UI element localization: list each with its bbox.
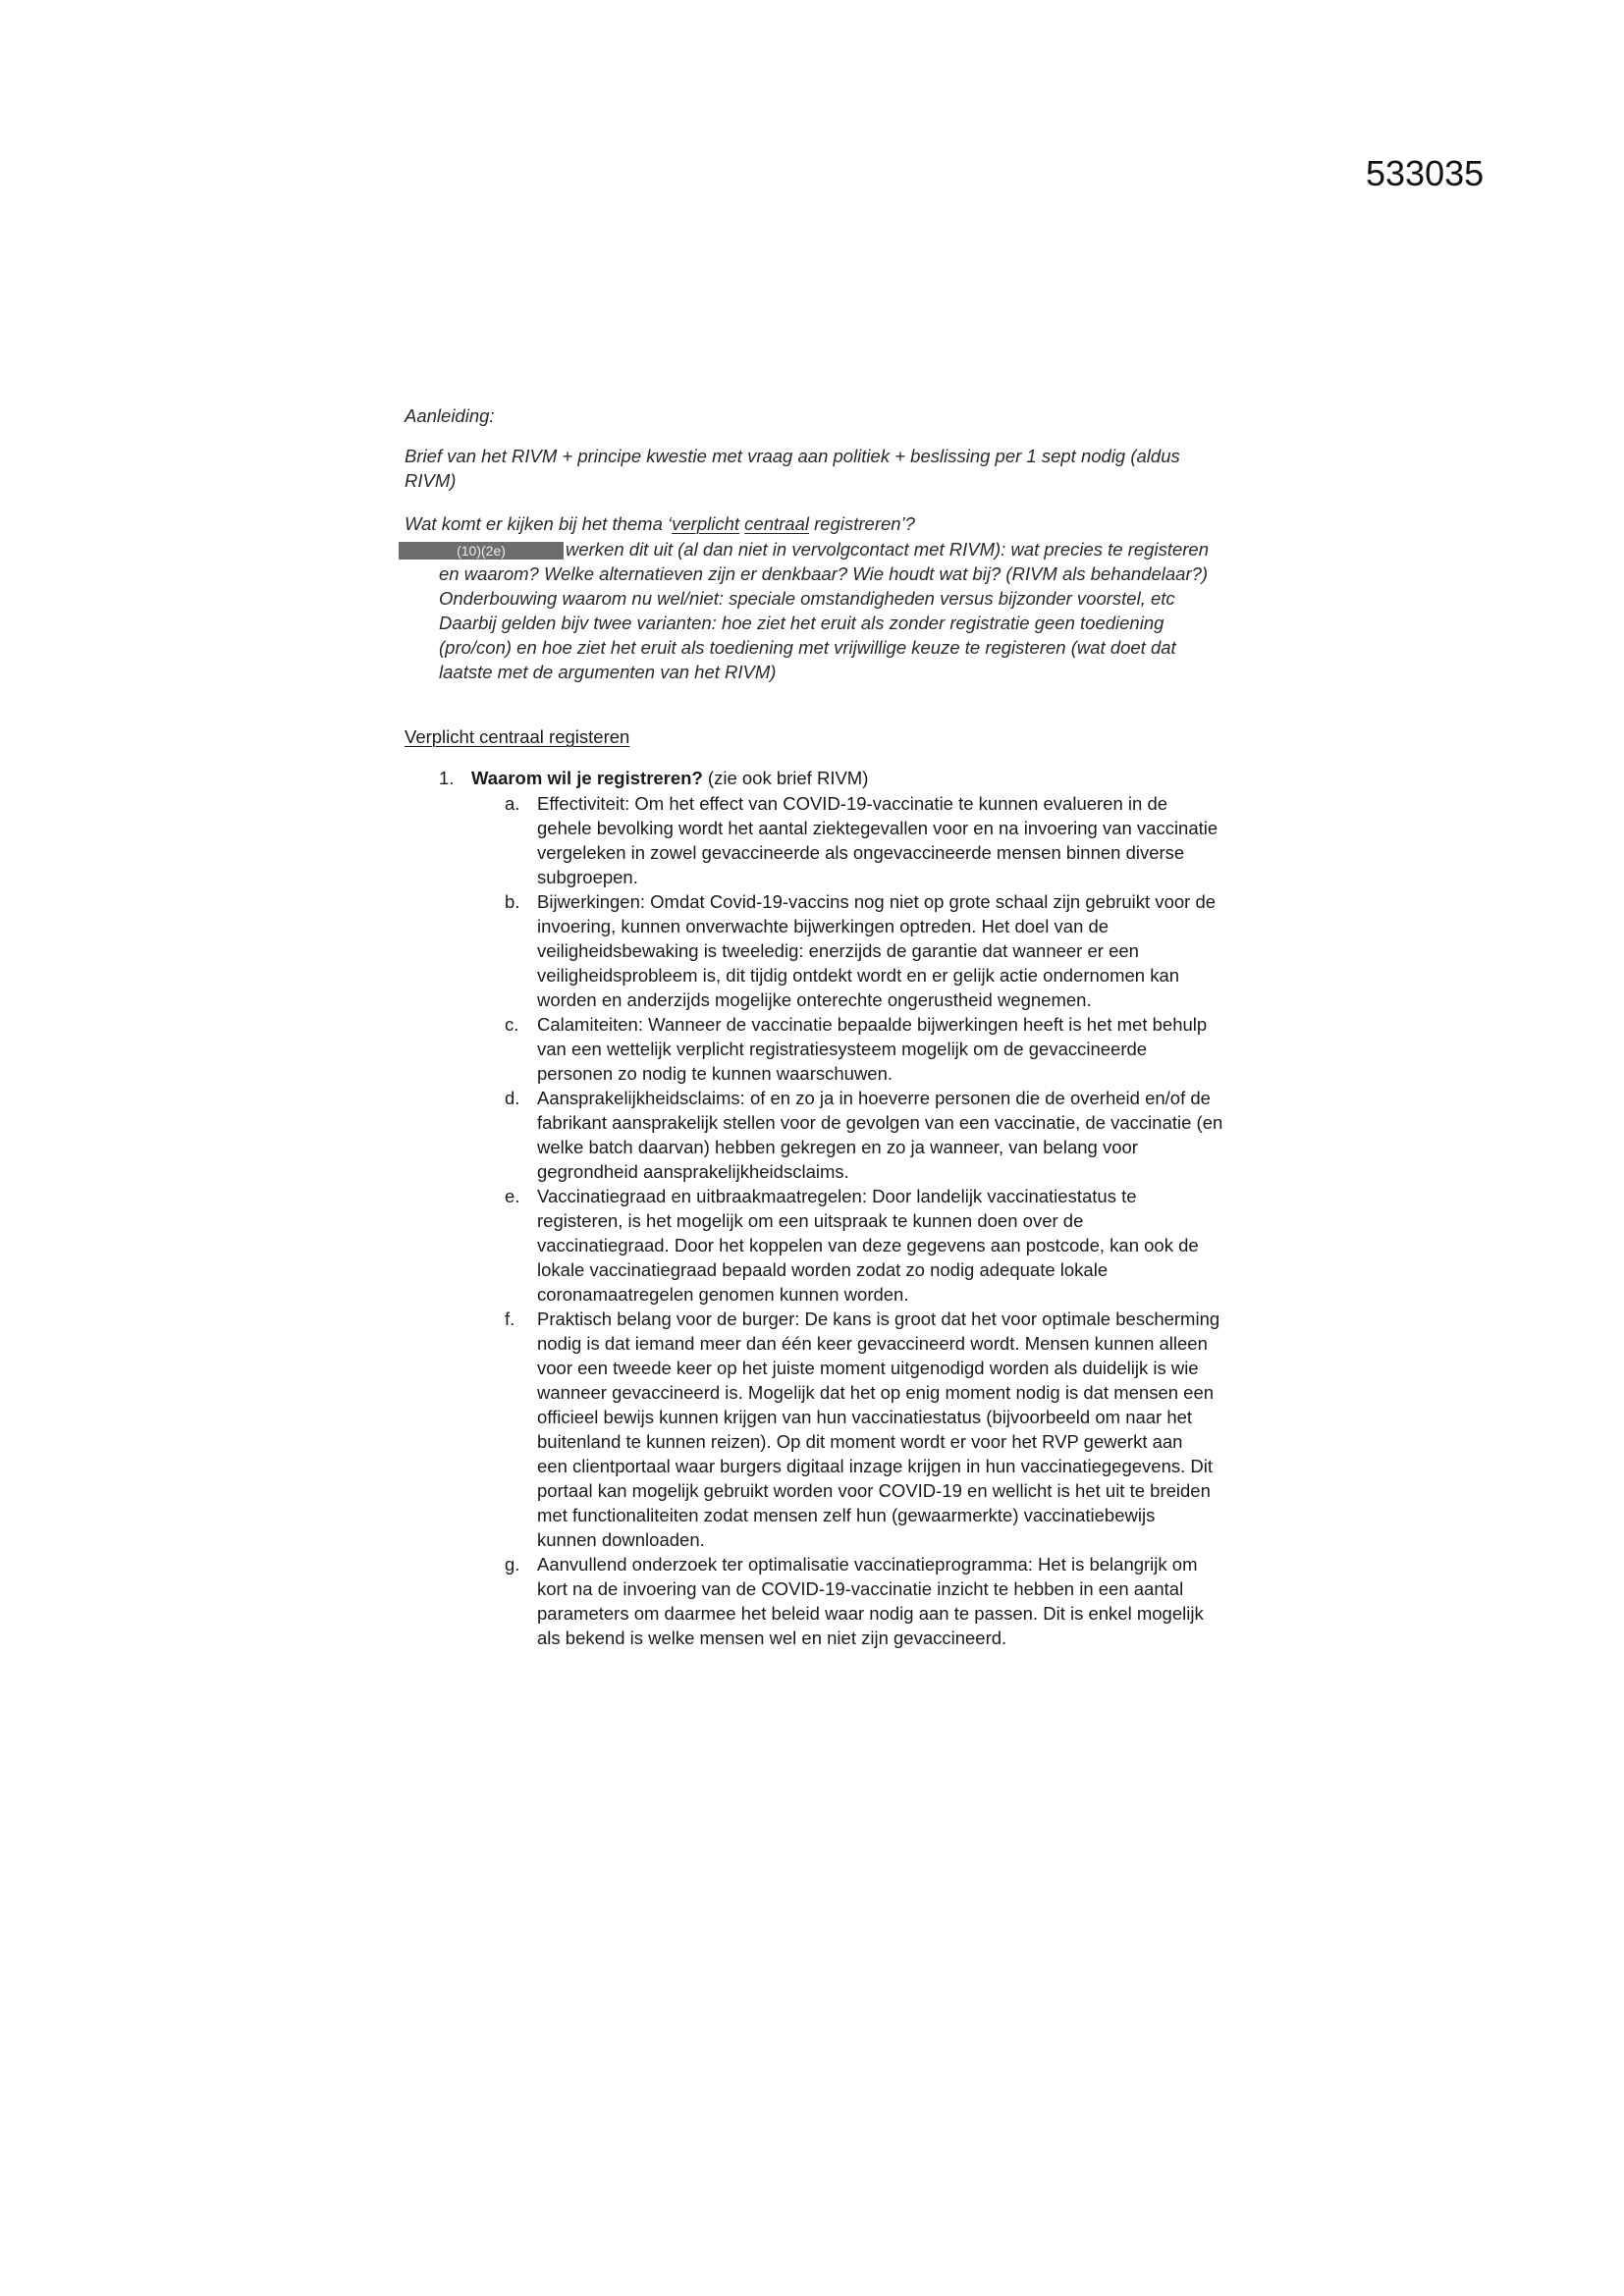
subitem-marker: a. (505, 793, 520, 814)
subitem-line: coronamaatregelen genomen kunnen worden. (537, 1284, 909, 1305)
intro-heading: Aanleiding: (405, 405, 495, 426)
subitem-marker: g. (505, 1554, 520, 1575)
intro-detail-line: en waarom? Welke alternatieven zijn er denkbaar? Wie houdt wat bij? (RIVM als behandelaar?) (439, 563, 1209, 584)
document-number: 533035 (1366, 153, 1485, 193)
intro-detail-line: (pro/con) en hoe ziet het eruit als toediening met vrijwillige keuze te registeren (wat doet dat (439, 637, 1176, 658)
subitem-line: Praktisch belang voor de burger: De kans is groot dat het voor optimale bescherming (537, 1308, 1220, 1329)
subitem-line: officieel bewijs kunnen krijgen van hun vaccinatiestatus (bijvoorbeeld om naar het (537, 1407, 1193, 1427)
list-item-heading-text: Waarom wil je registreren? (471, 768, 703, 788)
subitem-text (537, 1086, 1283, 1184)
section-title: Verplicht centraal registeren (405, 726, 630, 747)
subitem-b (505, 889, 1283, 1012)
subitem-line: nodig is dat iemand meer dan één keer gevaccineerd wordt. Mensen kunnen alleen (537, 1333, 1208, 1354)
subitem-line: Vaccinatiegraad en uitbraakmaatregelen: Door landelijk vaccinatiestatus te (537, 1186, 1137, 1206)
subitem-line: personen zo nodig te kunnen waarschuwen. (537, 1063, 893, 1084)
subitem-line: vergeleken in zowel gevaccineerde als ongevaccineerde mensen binnen diverse (537, 842, 1185, 863)
subitem-line: fabrikant aansprakelijk stellen voor de gevolgen van een vaccinatie, de vaccinatie (en (537, 1112, 1223, 1133)
question-text-start: Wat komt er kijken bij het thema ‘ (405, 513, 673, 534)
subitem-line: Calamiteiten: Wanneer de vaccinatie bepaalde bijwerkingen heeft is het met behulp (537, 1014, 1208, 1035)
subitem-line: van een wettelijk verplicht registratiesysteem mogelijk om de gevaccineerde (537, 1039, 1148, 1059)
subitem-a (505, 791, 1283, 889)
intro-detail-paragraph (439, 561, 1208, 684)
subitem-marker: b. (505, 891, 520, 912)
subitem-marker: f. (505, 1308, 515, 1329)
question-underlined-word-centraal: centraal (744, 513, 809, 534)
subitem-line: welke batch daarvan) hebben gekregen en zo ja wanneer, van belang voor (537, 1137, 1138, 1157)
sublist (505, 791, 1283, 1650)
subitem-line: als bekend is welke mensen wel en niet zijn gevaccineerd. (537, 1628, 1007, 1648)
subitem-line: Effectiviteit: Om het effect van COVID-19-vaccinatie te kunnen evalueren in de (537, 793, 1168, 814)
subitem-line: met functionaliteiten zodat mensen zelf hun (gewaarmerkte) vaccinatiebewijs (537, 1505, 1156, 1525)
subitem-line: gegrondheid aansprakelijkheidsclaims. (537, 1161, 849, 1182)
subitem-line: kunnen downloaden. (537, 1529, 705, 1550)
intro-question (405, 511, 915, 536)
subitem-marker: e. (505, 1186, 520, 1206)
subitem-f (505, 1307, 1283, 1552)
subitem-line: vaccinatiegraad. Door het koppelen van deze gegevens aan postcode, kan ook de (537, 1235, 1199, 1255)
subitem-d (505, 1086, 1283, 1184)
question-underlined-word-verplicht: verplicht (672, 513, 740, 534)
intro-brief-paragraph (405, 444, 1180, 493)
subitem-line: kort na de invoering van de COVID-19-vaccinatie inzicht te hebben in een aantal (537, 1578, 1184, 1599)
subitem-text (537, 889, 1283, 1012)
question-text-end: registreren’? (814, 513, 915, 534)
subitem-line: worden en anderzijds mogelijke onterechte ongerustheid wegnemen. (537, 989, 1092, 1010)
subitem-text (537, 1012, 1283, 1086)
list-item-heading (439, 766, 869, 790)
intro-detail-line: Daarbij gelden bijv twee varianten: hoe ziet het eruit als zonder registratie geen toediening (439, 613, 1164, 633)
subitem-text (537, 1184, 1283, 1307)
intro-detail-line: laatste met de argumenten van het RIVM) (439, 662, 777, 682)
subitem-marker: d. (505, 1088, 520, 1108)
subitem-line: Aanvullend onderzoek ter optimalisatie vaccinatieprogramma: Het is belangrijk om (537, 1554, 1198, 1575)
redaction-label: (10)(2e) (457, 543, 506, 559)
subitem-line: portaal kan mogelijk gebruikt worden voor COVID-19 en wellicht is het uit te breiden (537, 1480, 1211, 1501)
subitem-line: subgroepen. (537, 867, 638, 887)
subitem-line: parameters om daarmee het beleid waar nodig aan te passen. Dit is enkel mogelijk (537, 1603, 1204, 1624)
subitem-line: gehele bevolking wordt het aantal ziektegevallen voor en na invoering van vaccinatie (537, 818, 1218, 838)
subitem-line: een clientportaal waar burgers digitaal inzage krijgen in hun vaccinatiegegevens. Dit (537, 1456, 1213, 1476)
subitem-line: registeren, is het mogelijk om een uitspraak te kunnen doen over de (537, 1210, 1084, 1231)
subitem-line: buitenland te kunnen reizen). Op dit moment wordt er voor het RVP gewerkt aan (537, 1431, 1183, 1452)
subitem-e (505, 1184, 1283, 1307)
subitem-line: voor een tweede keer op het juiste moment uitgenodigd worden als duidelijk is wie (537, 1358, 1199, 1378)
subitem-line: veiligheidsbewaking is tweeledig: enerzijds de garantie dat wanneer er een (537, 940, 1139, 961)
list-item-number: 1. (439, 768, 455, 788)
subitem-line: Bijwerkingen: Omdat Covid-19-vaccins nog niet op grote schaal zijn gebruikt voor de (537, 891, 1217, 912)
subitem-text (537, 1552, 1283, 1650)
subitem-c (505, 1012, 1283, 1086)
subitem-text (537, 1307, 1283, 1552)
subitem-line: lokale vaccinatiegraad bepaald worden zodat zo nodig adequate lokale (537, 1259, 1109, 1280)
intro-detail-line: Onderbouwing waarom nu wel/niet: speciale omstandigheden versus bijzonder voorstel, etc (439, 588, 1175, 609)
redaction-box (399, 542, 564, 560)
intro-brief-line: RIVM) (405, 470, 457, 491)
subitem-g (505, 1552, 1283, 1650)
list-item-note: (zie ook brief RIVM) (707, 768, 869, 788)
intro-redacted-line-text: werken dit uit (al dan niet in vervolgcontact met RIVM): wat precies te registeren (566, 539, 1209, 560)
subitem-line: invoering, kunnen onverwachte bijwerkingen optreden. Het doel van de (537, 916, 1110, 936)
intro-brief-line: Brief van het RIVM + principe kwestie met vraag aan politiek + beslissing per 1 sept nodig (aldus (405, 446, 1180, 466)
subitem-line: Aansprakelijkheidsclaims: of en zo ja in hoeverre personen die de overheid en/of de (537, 1088, 1211, 1108)
subitem-text (537, 791, 1283, 889)
subitem-marker: c. (505, 1014, 519, 1035)
subitem-line: veiligheidsprobleem is, dit tijdig ontdekt wordt en er gelijk actie ondernomen kan (537, 965, 1180, 986)
subitem-line: wanneer gevaccineerd is. Mogelijk dat het op enig moment nodig is dat mensen een (537, 1382, 1215, 1403)
